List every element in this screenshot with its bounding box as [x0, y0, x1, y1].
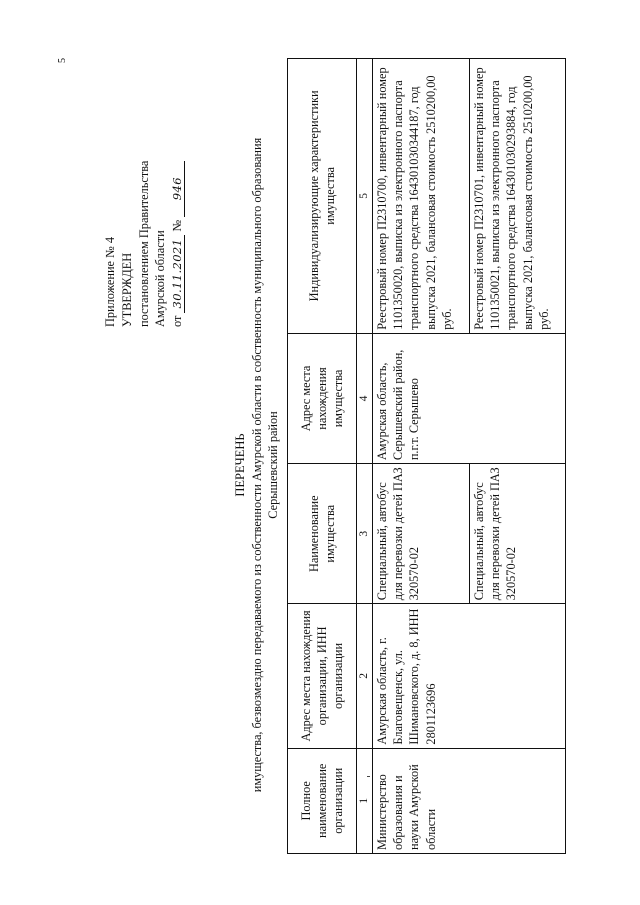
column-number: 5: [357, 59, 373, 334]
handwritten-date: 30.11.2021: [171, 235, 185, 313]
from-prefix: от: [170, 315, 185, 327]
header-property-address: Адрес места нахождения имущества: [288, 333, 357, 463]
org-name-cell: Министерство образования и науки Амурской области: [373, 748, 566, 853]
approval-stamp: [102, 57, 186, 327]
property-address-cell: Амурская область, Серышевский район, п.г.т. Серышево: [373, 333, 566, 463]
header-property-details: Индивидуализирующие характеристики имущества: [288, 59, 357, 334]
table-header-row: [288, 59, 357, 854]
appendix-label: Приложение № 4: [103, 236, 117, 327]
property-name-cell: Специальный, автобус для перевозки детей ПАЗ 320570-02: [373, 464, 470, 604]
org-address-cell: Амурская область, г. Благовещенск, ул. Шимановского, д. 8, ИНН 2801123696: [373, 604, 566, 748]
header-org-address: Адрес места нахождения организации, ИНН организации: [288, 604, 357, 748]
property-name-cell: Специальный, автобус для перевозки детей ПАЗ 320570-02: [470, 464, 566, 604]
header-org-name: Полное наименование организации: [288, 748, 357, 853]
approval-date-line: [169, 57, 186, 327]
table-row: [373, 59, 470, 854]
approval-line-1: постановлением Правительства: [136, 160, 151, 327]
column-number-row: [357, 59, 373, 854]
document-heading: [232, 65, 282, 865]
handwritten-number: 946: [171, 161, 185, 217]
number-prefix: №: [170, 219, 185, 232]
column-number: 2: [357, 604, 373, 748]
property-details-cell: Реестровый номер П2310701, инвентарный номер 1101350021, выписка из электронного паспорта транспортного средства 164301030293884, год выпуска 2021, балансовая стоимость 2510200,00 руб.: [470, 59, 566, 334]
document-subtitle-2: Серышевский район: [266, 411, 280, 519]
property-table: [287, 58, 566, 854]
scan-mark: [367, 776, 370, 777]
approval-line-2: Амурской области: [153, 230, 168, 327]
column-number: 4: [357, 333, 373, 463]
column-number: 1: [357, 748, 373, 853]
page-number: 5: [57, 58, 68, 63]
approved-label: УТВЕРЖДЕН: [119, 252, 134, 327]
property-details-cell: Реестровый номер П2310700, инвентарный номер 1101350020, выписка из электронного паспорта транспортного средства 164301030344187, год выпуска 2021, балансовая стоимость 2510200,00 руб.: [373, 59, 470, 334]
document-title: ПЕРЕЧЕНЬ: [233, 433, 247, 497]
header-property-name: Наименование имущества: [288, 464, 357, 604]
document-subtitle: имущества, безвозмездно передаваемого из собственности Амурской области в собственность муниципального образования: [249, 137, 264, 793]
column-number: 3: [357, 464, 373, 604]
